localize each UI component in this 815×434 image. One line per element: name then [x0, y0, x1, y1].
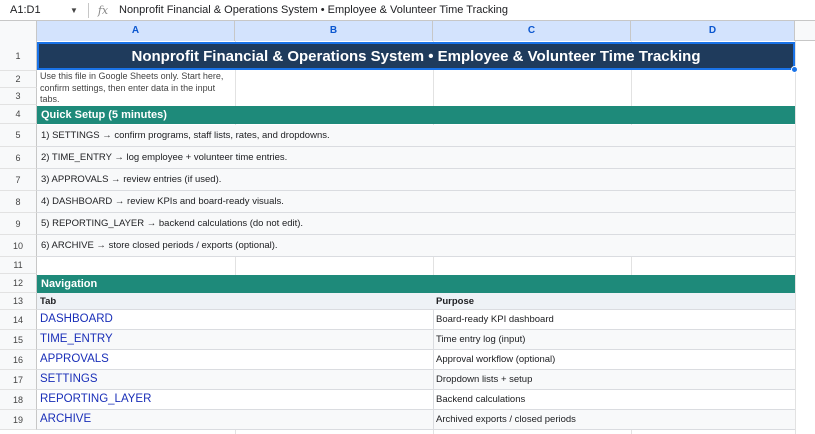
- nav-purpose[interactable]: Backend calculations: [436, 394, 526, 405]
- column-header-a[interactable]: A: [37, 21, 235, 41]
- table-row: [37, 410, 795, 430]
- nav-link-dashboard[interactable]: DASHBOARD: [40, 313, 113, 325]
- fx-icon: fx: [97, 3, 109, 17]
- tab-column-header[interactable]: Tab: [40, 296, 57, 307]
- column-header-d[interactable]: D: [631, 21, 795, 41]
- nav-purpose[interactable]: Approval workflow (optional): [436, 354, 556, 365]
- row-header-18[interactable]: 18: [0, 390, 37, 410]
- row-header-6[interactable]: 6: [0, 147, 37, 169]
- row-header-15[interactable]: 15: [0, 330, 37, 350]
- navigation-heading[interactable]: Navigation: [37, 275, 795, 293]
- column-header-c[interactable]: C: [433, 21, 631, 41]
- row-header-5[interactable]: 5: [0, 124, 37, 147]
- row-header-11[interactable]: 11: [0, 257, 37, 274]
- nav-link-time-entry[interactable]: TIME_ENTRY: [40, 333, 113, 345]
- row-header-16[interactable]: 16: [0, 350, 37, 370]
- nav-purpose[interactable]: Time entry log (input): [436, 334, 526, 345]
- table-row: [37, 390, 795, 410]
- purpose-column-header[interactable]: Purpose: [436, 296, 475, 307]
- cell-divider: [433, 310, 434, 329]
- nav-purpose[interactable]: Dropdown lists + setup: [436, 374, 533, 385]
- chevron-down-icon[interactable]: ▼: [70, 5, 78, 15]
- navigation-column-headers: [37, 293, 795, 310]
- cell-divider: [433, 410, 434, 429]
- setup-step[interactable]: 5) REPORTING_LAYER → backend calculations (do not edit).: [37, 213, 795, 235]
- setup-step[interactable]: 6) ARCHIVE → store closed periods / exports (optional).: [37, 235, 795, 257]
- quick-setup-heading[interactable]: Quick Setup (5 minutes): [37, 106, 795, 124]
- row-header-2[interactable]: 2: [0, 71, 37, 88]
- name-box-value: A1:D1: [10, 4, 41, 16]
- setup-step[interactable]: 2) TIME_ENTRY → log employee + volunteer time entries.: [37, 147, 795, 169]
- nav-link-settings[interactable]: SETTINGS: [40, 373, 98, 385]
- formula-bar: [0, 0, 815, 21]
- table-row: [37, 310, 795, 330]
- nav-purpose[interactable]: Archived exports / closed periods: [436, 414, 576, 425]
- select-all-corner[interactable]: [0, 21, 37, 41]
- column-headers: [0, 21, 815, 41]
- formula-input[interactable]: Nonprofit Financial & Operations System • Employee & Volunteer Time Tracking: [119, 4, 509, 16]
- name-box[interactable]: [0, 0, 88, 21]
- row-header-1[interactable]: 1: [0, 41, 37, 71]
- row-header-3[interactable]: 3: [0, 88, 37, 105]
- row-header-14[interactable]: 14: [0, 310, 37, 330]
- column-header-b[interactable]: B: [235, 21, 433, 41]
- cell-divider: [433, 330, 434, 349]
- row-header-4[interactable]: 4: [0, 105, 37, 124]
- selection-fill-handle[interactable]: [791, 66, 798, 73]
- row-header-12[interactable]: 12: [0, 274, 37, 293]
- setup-step[interactable]: 1) SETTINGS → confirm programs, staff lists, rates, and dropdowns.: [37, 125, 795, 147]
- row-header-8[interactable]: 8: [0, 191, 37, 213]
- cell-divider: [433, 370, 434, 389]
- setup-step[interactable]: 4) DASHBOARD → review KPIs and board-ready visuals.: [37, 191, 795, 213]
- nav-purpose[interactable]: Board-ready KPI dashboard: [436, 314, 554, 325]
- setup-step[interactable]: 3) APPROVALS → review entries (if used).: [37, 169, 795, 191]
- row-header-19[interactable]: 19: [0, 410, 37, 430]
- row-header-7[interactable]: 7: [0, 169, 37, 191]
- row-header-10[interactable]: 10: [0, 235, 37, 257]
- nav-link-archive[interactable]: ARCHIVE: [40, 413, 92, 425]
- table-row: [37, 350, 795, 370]
- intro-text[interactable]: Use this file in Google Sheets only. Start here, confirm settings, then enter data in the input tabs.: [40, 71, 224, 104]
- gridline: [795, 41, 796, 434]
- nav-link-approvals[interactable]: APPROVALS: [40, 353, 109, 365]
- cell-divider: [433, 350, 434, 369]
- nav-link-reporting-layer[interactable]: REPORTING_LAYER: [40, 393, 152, 405]
- table-row: [37, 330, 795, 350]
- row-header-9[interactable]: 9: [0, 213, 37, 235]
- page-title[interactable]: Nonprofit Financial & Operations System • Employee & Volunteer Time Tracking: [37, 42, 795, 70]
- row-header-17[interactable]: 17: [0, 370, 37, 390]
- table-row: [37, 370, 795, 390]
- row-header-13[interactable]: 13: [0, 293, 37, 310]
- cell-divider: [433, 390, 434, 409]
